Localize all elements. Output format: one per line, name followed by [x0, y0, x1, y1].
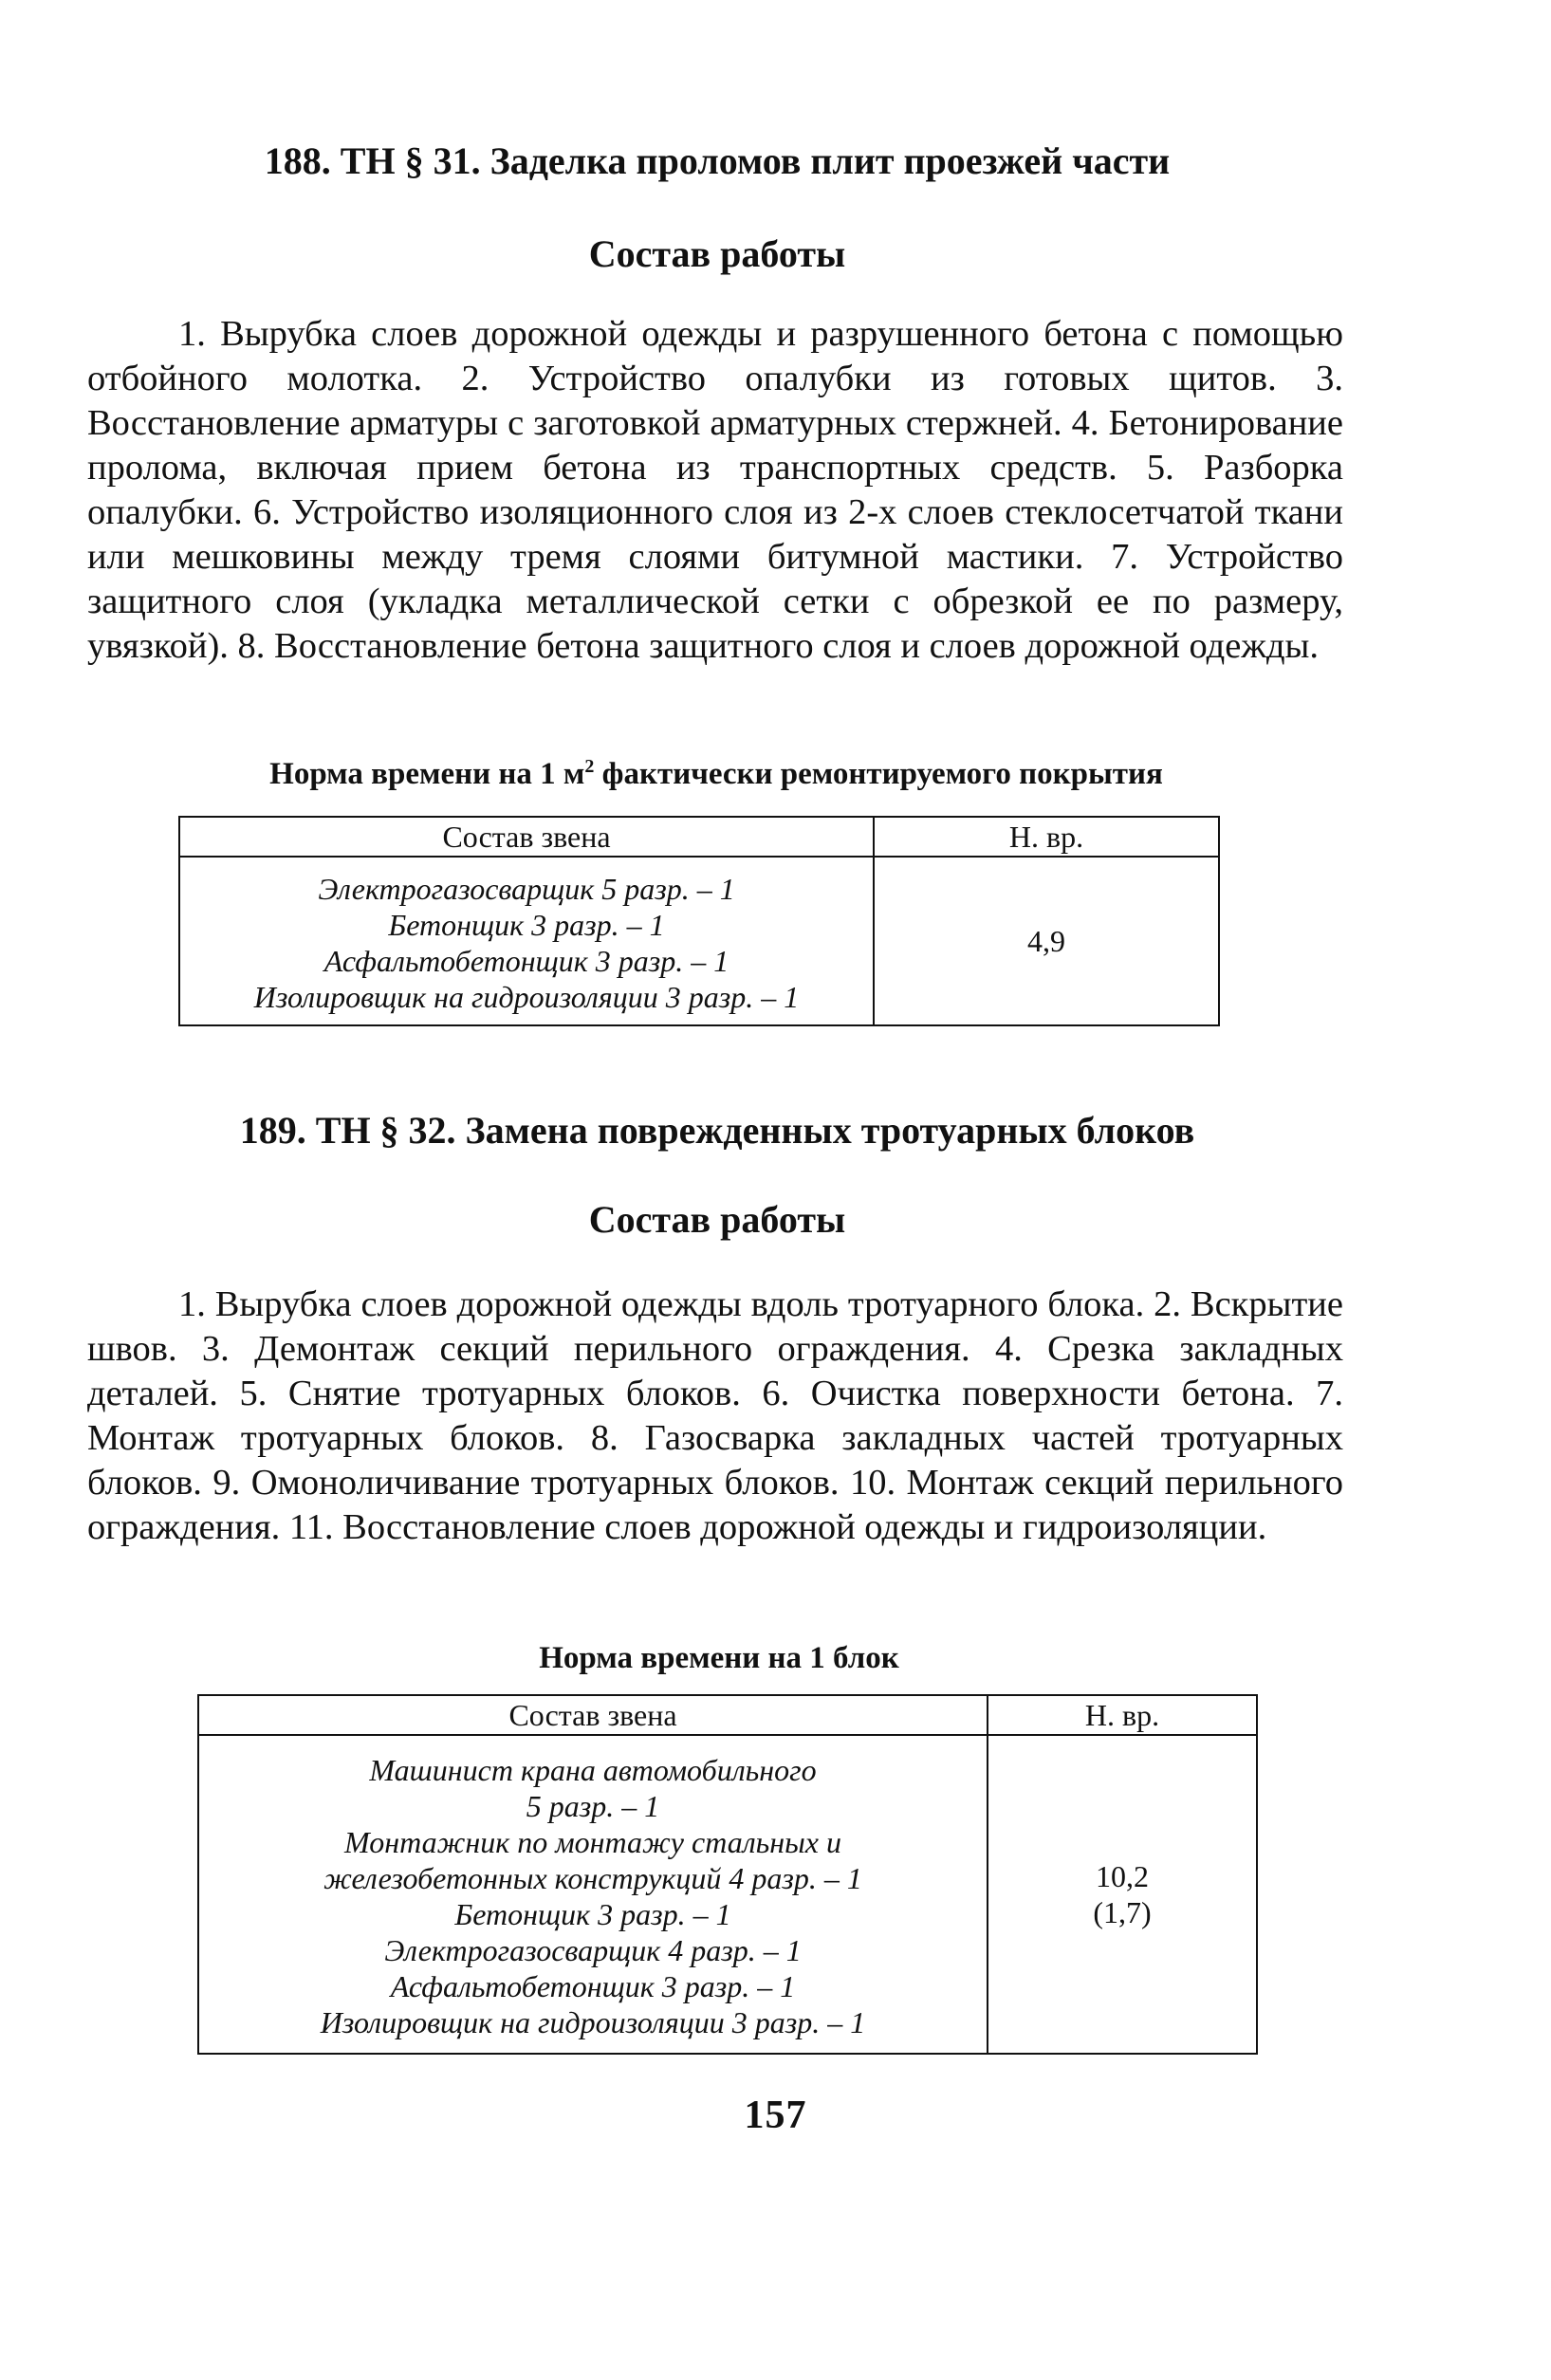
crew-line: Бетонщик 3 разр. – 1 [388, 908, 665, 942]
crew-line: 5 разр. – 1 [526, 1789, 660, 1823]
section-189-norm-table [197, 1694, 1258, 2055]
table-header-row [179, 817, 1219, 857]
section-188-title: 188. ТН § 31. Заделка проломов плит проезжей части [264, 139, 1171, 182]
crew-line: Электрогазосварщик 5 разр. – 1 [318, 872, 735, 906]
crew-cell [179, 857, 874, 1025]
section-188-work-text: 1. Вырубка слоев дорожной одежды и разрушенного бетона с помощью отбойного молотка. 2. Устройство опалубки из готовых щитов. 3. Восстановление арматуры с заготовкой арматурных стержней. 4. Бетонирование пролома, включая прием бетона из транспортных средств. 5. Разборка опалубки. 6. Устройство изоляционного слоя из 2-х слоев стеклосетчатой ткани или мешковины между тремя слоями битумной мастики. 7. Устройство защитного слоя (укладка металлической сетки с обрезкой ее по размеру, увязкой). 8. Восстановление бетона защитного слоя и слоев дорожной одежды. [87, 314, 1343, 666]
crew-header: Состав звена [198, 1695, 988, 1735]
caption-text-start: Норма времени на 1 м [269, 757, 585, 791]
section-189-work-text: 1. Вырубка слоев дорожной одежды вдоль тротуарного блока. 2. Вскрытие швов. 3. Демонтаж секций перильного ограждения. 4. Срезка закладных деталей. 5. Снятие тротуарных блоков. 6. Очистка поверхности бетона. 7. Монтаж тротуарных блоков. 8. Газосварка закладных частей тротуарных блоков. 9. Омоноличивание тротуарных блоков. 10. Монтаж секций перильного ограждения. 11. Восстановление слоев дорожной одежды и гидроизоляции. [87, 1284, 1343, 1547]
section-189-title: 189. ТН § 32. Замена поврежденных тротуарных блоков [239, 1109, 1195, 1152]
section-189-table-caption: Норма времени на 1 блок [539, 1641, 899, 1675]
crew-line: Асфальтобетонщик 3 разр. – 1 [390, 1969, 796, 2003]
crew-header: Состав звена [179, 817, 874, 857]
page-number: 157 [744, 2094, 807, 2137]
table-row [179, 857, 1219, 1025]
norm-value-cell [988, 1735, 1257, 2054]
norm-value-secondary: (1,7) [1093, 1895, 1152, 1929]
crew-line: Бетонщик 3 разр. – 1 [454, 1897, 731, 1931]
crew-line: Электрогазосварщик 4 разр. – 1 [384, 1933, 802, 1967]
section-188-subtitle: Состав работы [588, 232, 846, 275]
table-row [198, 1735, 1257, 2054]
table-header-row [198, 1695, 1257, 1735]
crew-line: Изолировщик на гидроизоляции 3 разр. – 1 [253, 980, 800, 1014]
crew-line: Монтажник по монтажу стальных и [344, 1825, 841, 1859]
caption-text-end: фактически ремонтируемого покрытия [594, 757, 1163, 791]
section-188-norm-table [178, 816, 1220, 1026]
crew-line: железобетонных конструкций 4 разр. – 1 [323, 1861, 862, 1895]
crew-line: Машинист крана автомобильного [369, 1753, 817, 1787]
section-189-subtitle: Состав работы [588, 1198, 846, 1241]
norm-header: Н. вр. [874, 817, 1219, 857]
norm-value: 4,9 [1027, 924, 1065, 958]
norm-value-cell [874, 857, 1219, 1025]
norm-value: 10,2 [1096, 1859, 1149, 1893]
section-188-table-caption [180, 755, 1252, 793]
caption-superscript: 2 [584, 756, 595, 777]
crew-cell [198, 1735, 988, 2054]
crew-line: Изолировщик на гидроизоляции 3 разр. – 1 [320, 2005, 866, 2039]
crew-line: Асфальтобетонщик 3 разр. – 1 [323, 944, 729, 978]
norm-header: Н. вр. [988, 1695, 1257, 1735]
